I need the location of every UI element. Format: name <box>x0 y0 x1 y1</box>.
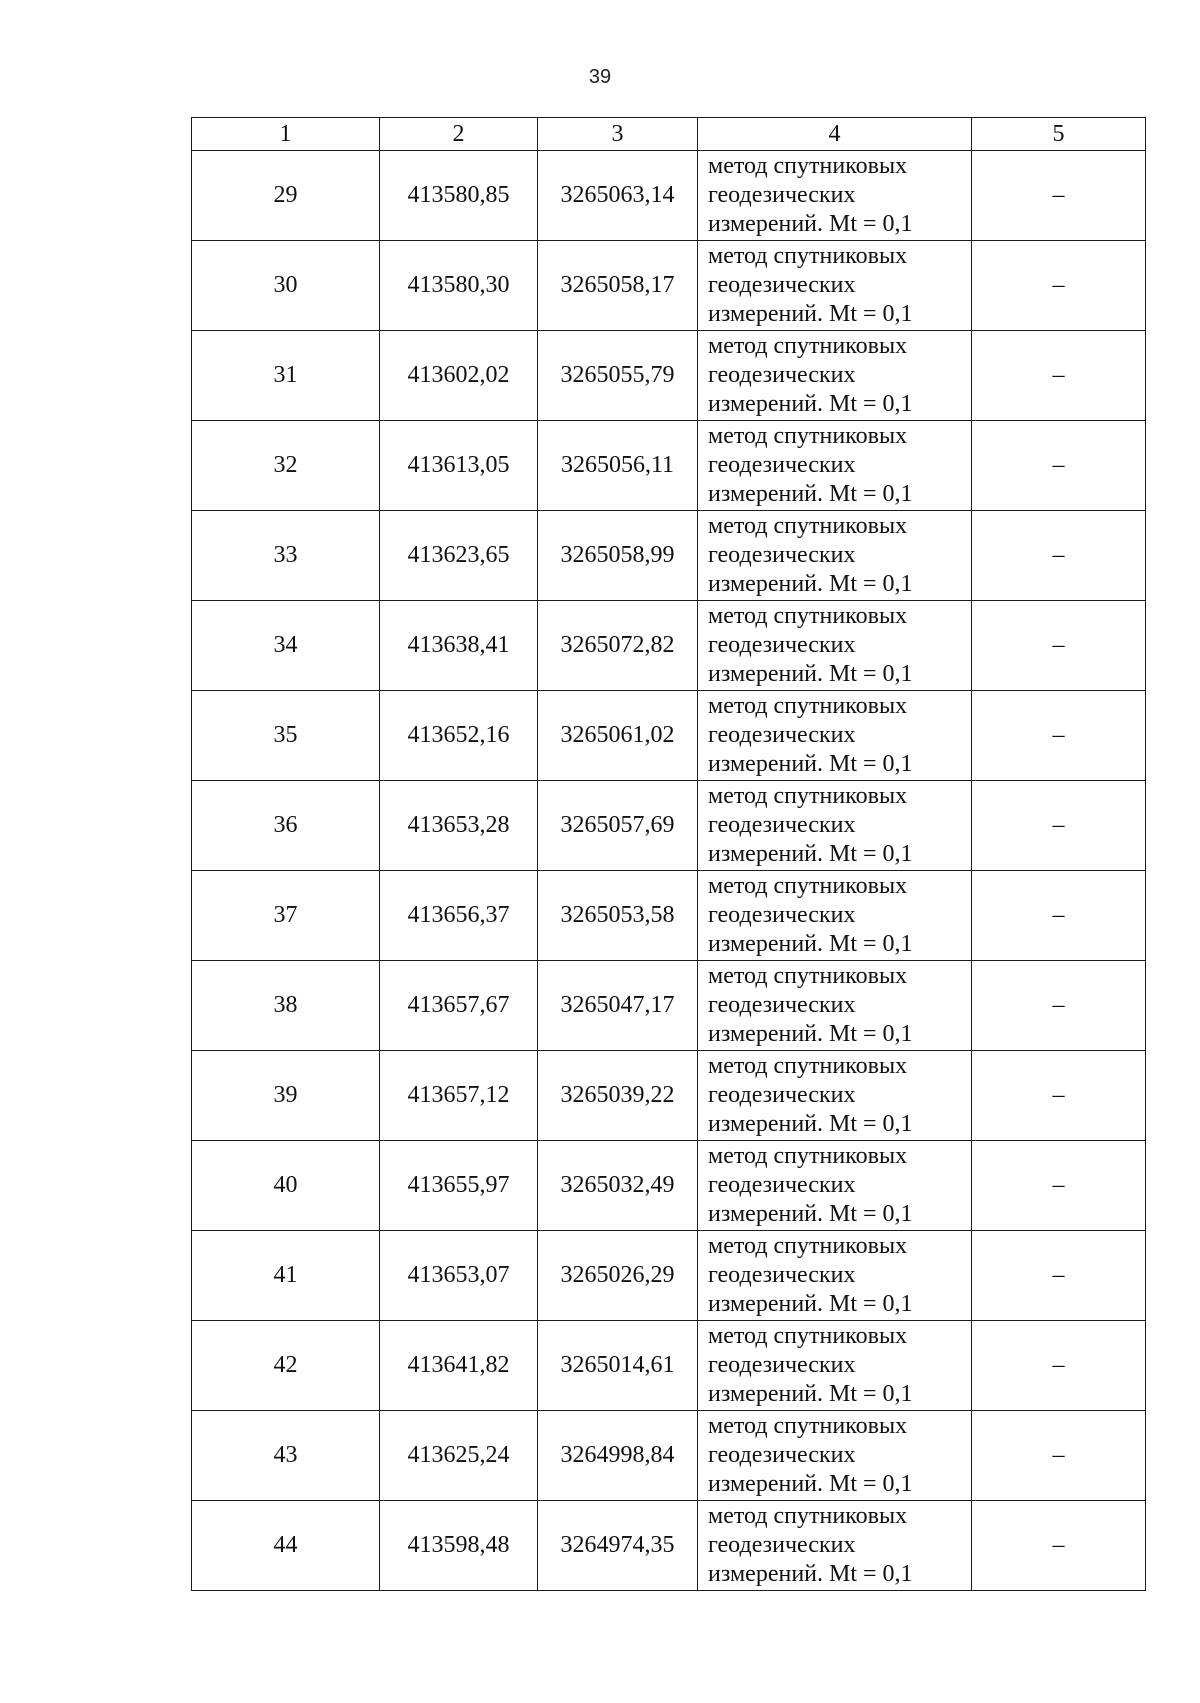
method-line: геодезических <box>708 1262 856 1288</box>
y-coordinate-cell: 3265057,69 <box>538 781 698 871</box>
extra-info-cell: – <box>972 691 1146 781</box>
y-coordinate-cell: 3265061,02 <box>538 691 698 781</box>
method-line: геодезических <box>708 1082 856 1108</box>
method-cell <box>698 1141 972 1231</box>
extra-info-cell: – <box>972 601 1146 691</box>
method-line: метод спутниковых <box>708 783 908 809</box>
table-header-row <box>192 118 1146 151</box>
y-coordinate-cell: 3265047,17 <box>538 961 698 1051</box>
point-number-cell: 31 <box>192 331 380 421</box>
method-line: измерений. Mt = 0,1 <box>708 301 913 327</box>
point-number-cell: 33 <box>192 511 380 601</box>
method-cell <box>698 331 972 421</box>
method-line: измерений. Mt = 0,1 <box>708 571 913 597</box>
x-coordinate-cell: 413656,37 <box>380 871 538 961</box>
method-line: измерений. Mt = 0,1 <box>708 1291 913 1317</box>
table-row <box>192 1141 1146 1231</box>
table-row <box>192 781 1146 871</box>
x-coordinate-cell: 413657,12 <box>380 1051 538 1141</box>
method-line: метод спутниковых <box>708 513 908 539</box>
point-number-cell: 32 <box>192 421 380 511</box>
extra-info-cell: – <box>972 1231 1146 1321</box>
method-line: измерений. Mt = 0,1 <box>708 931 913 957</box>
extra-info-cell: – <box>972 331 1146 421</box>
table-row <box>192 1411 1146 1501</box>
column-header: 3 <box>538 118 698 151</box>
x-coordinate-cell: 413602,02 <box>380 331 538 421</box>
point-number-cell: 29 <box>192 151 380 241</box>
coordinates-table <box>191 117 1146 1591</box>
extra-info-cell: – <box>972 961 1146 1051</box>
table-row <box>192 331 1146 421</box>
y-coordinate-cell: 3265032,49 <box>538 1141 698 1231</box>
method-cell <box>698 151 972 241</box>
method-line: геодезических <box>708 812 856 838</box>
extra-info-cell: – <box>972 1321 1146 1411</box>
method-line: метод спутниковых <box>708 423 908 449</box>
extra-info-cell: – <box>972 1411 1146 1501</box>
method-line: геодезических <box>708 1442 856 1468</box>
table-row <box>192 691 1146 781</box>
y-coordinate-cell: 3265063,14 <box>538 151 698 241</box>
method-line: измерений. Mt = 0,1 <box>708 751 913 777</box>
point-number-cell: 40 <box>192 1141 380 1231</box>
table-row <box>192 241 1146 331</box>
table-row <box>192 511 1146 601</box>
y-coordinate-cell: 3264998,84 <box>538 1411 698 1501</box>
method-line: метод спутниковых <box>708 1503 908 1529</box>
table-row <box>192 1501 1146 1591</box>
method-line: измерений. Mt = 0,1 <box>708 1471 913 1497</box>
method-line: метод спутниковых <box>708 1413 908 1439</box>
extra-info-cell: – <box>972 241 1146 331</box>
method-line: метод спутниковых <box>708 333 908 359</box>
method-line: геодезических <box>708 452 856 478</box>
point-number-cell: 30 <box>192 241 380 331</box>
table-row <box>192 151 1146 241</box>
method-cell <box>698 511 972 601</box>
method-line: метод спутниковых <box>708 693 908 719</box>
x-coordinate-cell: 413625,24 <box>380 1411 538 1501</box>
method-cell <box>698 961 972 1051</box>
method-line: геодезических <box>708 722 856 748</box>
method-cell <box>698 691 972 781</box>
table-row <box>192 1231 1146 1321</box>
point-number-cell: 35 <box>192 691 380 781</box>
point-number-cell: 44 <box>192 1501 380 1591</box>
point-number-cell: 38 <box>192 961 380 1051</box>
point-number-cell: 36 <box>192 781 380 871</box>
x-coordinate-cell: 413653,28 <box>380 781 538 871</box>
table-row <box>192 421 1146 511</box>
method-line: геодезических <box>708 902 856 928</box>
extra-info-cell: – <box>972 511 1146 601</box>
y-coordinate-cell: 3265026,29 <box>538 1231 698 1321</box>
point-number-cell: 43 <box>192 1411 380 1501</box>
method-line: измерений. Mt = 0,1 <box>708 481 913 507</box>
table-row <box>192 961 1146 1051</box>
method-line: измерений. Mt = 0,1 <box>708 391 913 417</box>
method-cell <box>698 1051 972 1141</box>
method-line: метод спутниковых <box>708 1143 908 1169</box>
column-header: 2 <box>380 118 538 151</box>
extra-info-cell: – <box>972 1501 1146 1591</box>
method-line: метод спутниковых <box>708 1053 908 1079</box>
method-line: измерений. Mt = 0,1 <box>708 1381 913 1407</box>
point-number-cell: 39 <box>192 1051 380 1141</box>
y-coordinate-cell: 3265014,61 <box>538 1321 698 1411</box>
x-coordinate-cell: 413657,67 <box>380 961 538 1051</box>
column-header: 4 <box>698 118 972 151</box>
point-number-cell: 37 <box>192 871 380 961</box>
extra-info-cell: – <box>972 1051 1146 1141</box>
extra-info-cell: – <box>972 421 1146 511</box>
method-line: геодезических <box>708 1352 856 1378</box>
x-coordinate-cell: 413580,85 <box>380 151 538 241</box>
extra-info-cell: – <box>972 781 1146 871</box>
y-coordinate-cell: 3265058,17 <box>538 241 698 331</box>
method-line: измерений. Mt = 0,1 <box>708 841 913 867</box>
method-cell <box>698 1231 972 1321</box>
y-coordinate-cell: 3264974,35 <box>538 1501 698 1591</box>
method-cell <box>698 601 972 691</box>
method-cell <box>698 781 972 871</box>
method-line: метод спутниковых <box>708 873 908 899</box>
column-header: 5 <box>972 118 1146 151</box>
method-line: метод спутниковых <box>708 243 908 269</box>
method-line: метод спутниковых <box>708 153 908 179</box>
method-line: метод спутниковых <box>708 1233 908 1259</box>
table-body <box>192 151 1146 1591</box>
y-coordinate-cell: 3265055,79 <box>538 331 698 421</box>
extra-info-cell: – <box>972 151 1146 241</box>
method-line: геодезических <box>708 992 856 1018</box>
method-line: геодезических <box>708 362 856 388</box>
x-coordinate-cell: 413653,07 <box>380 1231 538 1321</box>
table-row <box>192 1321 1146 1411</box>
method-line: геодезических <box>708 1172 856 1198</box>
table-row <box>192 1051 1146 1141</box>
point-number-cell: 41 <box>192 1231 380 1321</box>
method-line: геодезических <box>708 182 856 208</box>
x-coordinate-cell: 413580,30 <box>380 241 538 331</box>
method-cell <box>698 1501 972 1591</box>
extra-info-cell: – <box>972 871 1146 961</box>
x-coordinate-cell: 413655,97 <box>380 1141 538 1231</box>
x-coordinate-cell: 413641,82 <box>380 1321 538 1411</box>
point-number-cell: 34 <box>192 601 380 691</box>
method-cell <box>698 871 972 961</box>
column-header: 1 <box>192 118 380 151</box>
method-cell <box>698 421 972 511</box>
x-coordinate-cell: 413638,41 <box>380 601 538 691</box>
method-line: измерений. Mt = 0,1 <box>708 1561 913 1587</box>
y-coordinate-cell: 3265072,82 <box>538 601 698 691</box>
method-line: измерений. Mt = 0,1 <box>708 1021 913 1047</box>
method-cell <box>698 1411 972 1501</box>
method-cell <box>698 1321 972 1411</box>
table-row <box>192 871 1146 961</box>
method-line: геодезических <box>708 542 856 568</box>
method-line: метод спутниковых <box>708 963 908 989</box>
y-coordinate-cell: 3265056,11 <box>538 421 698 511</box>
y-coordinate-cell: 3265039,22 <box>538 1051 698 1141</box>
method-line: метод спутниковых <box>708 603 908 629</box>
y-coordinate-cell: 3265058,99 <box>538 511 698 601</box>
point-number-cell: 42 <box>192 1321 380 1411</box>
method-cell <box>698 241 972 331</box>
method-line: геодезических <box>708 1532 856 1558</box>
method-line: измерений. Mt = 0,1 <box>708 1201 913 1227</box>
x-coordinate-cell: 413623,65 <box>380 511 538 601</box>
table-row <box>192 601 1146 691</box>
page-number: 39 <box>588 66 612 88</box>
method-line: измерений. Mt = 0,1 <box>708 211 913 237</box>
method-line: метод спутниковых <box>708 1323 908 1349</box>
y-coordinate-cell: 3265053,58 <box>538 871 698 961</box>
method-line: измерений. Mt = 0,1 <box>708 1111 913 1137</box>
method-line: геодезических <box>708 632 856 658</box>
extra-info-cell: – <box>972 1141 1146 1231</box>
method-line: геодезических <box>708 272 856 298</box>
x-coordinate-cell: 413613,05 <box>380 421 538 511</box>
x-coordinate-cell: 413598,48 <box>380 1501 538 1591</box>
x-coordinate-cell: 413652,16 <box>380 691 538 781</box>
method-line: измерений. Mt = 0,1 <box>708 661 913 687</box>
